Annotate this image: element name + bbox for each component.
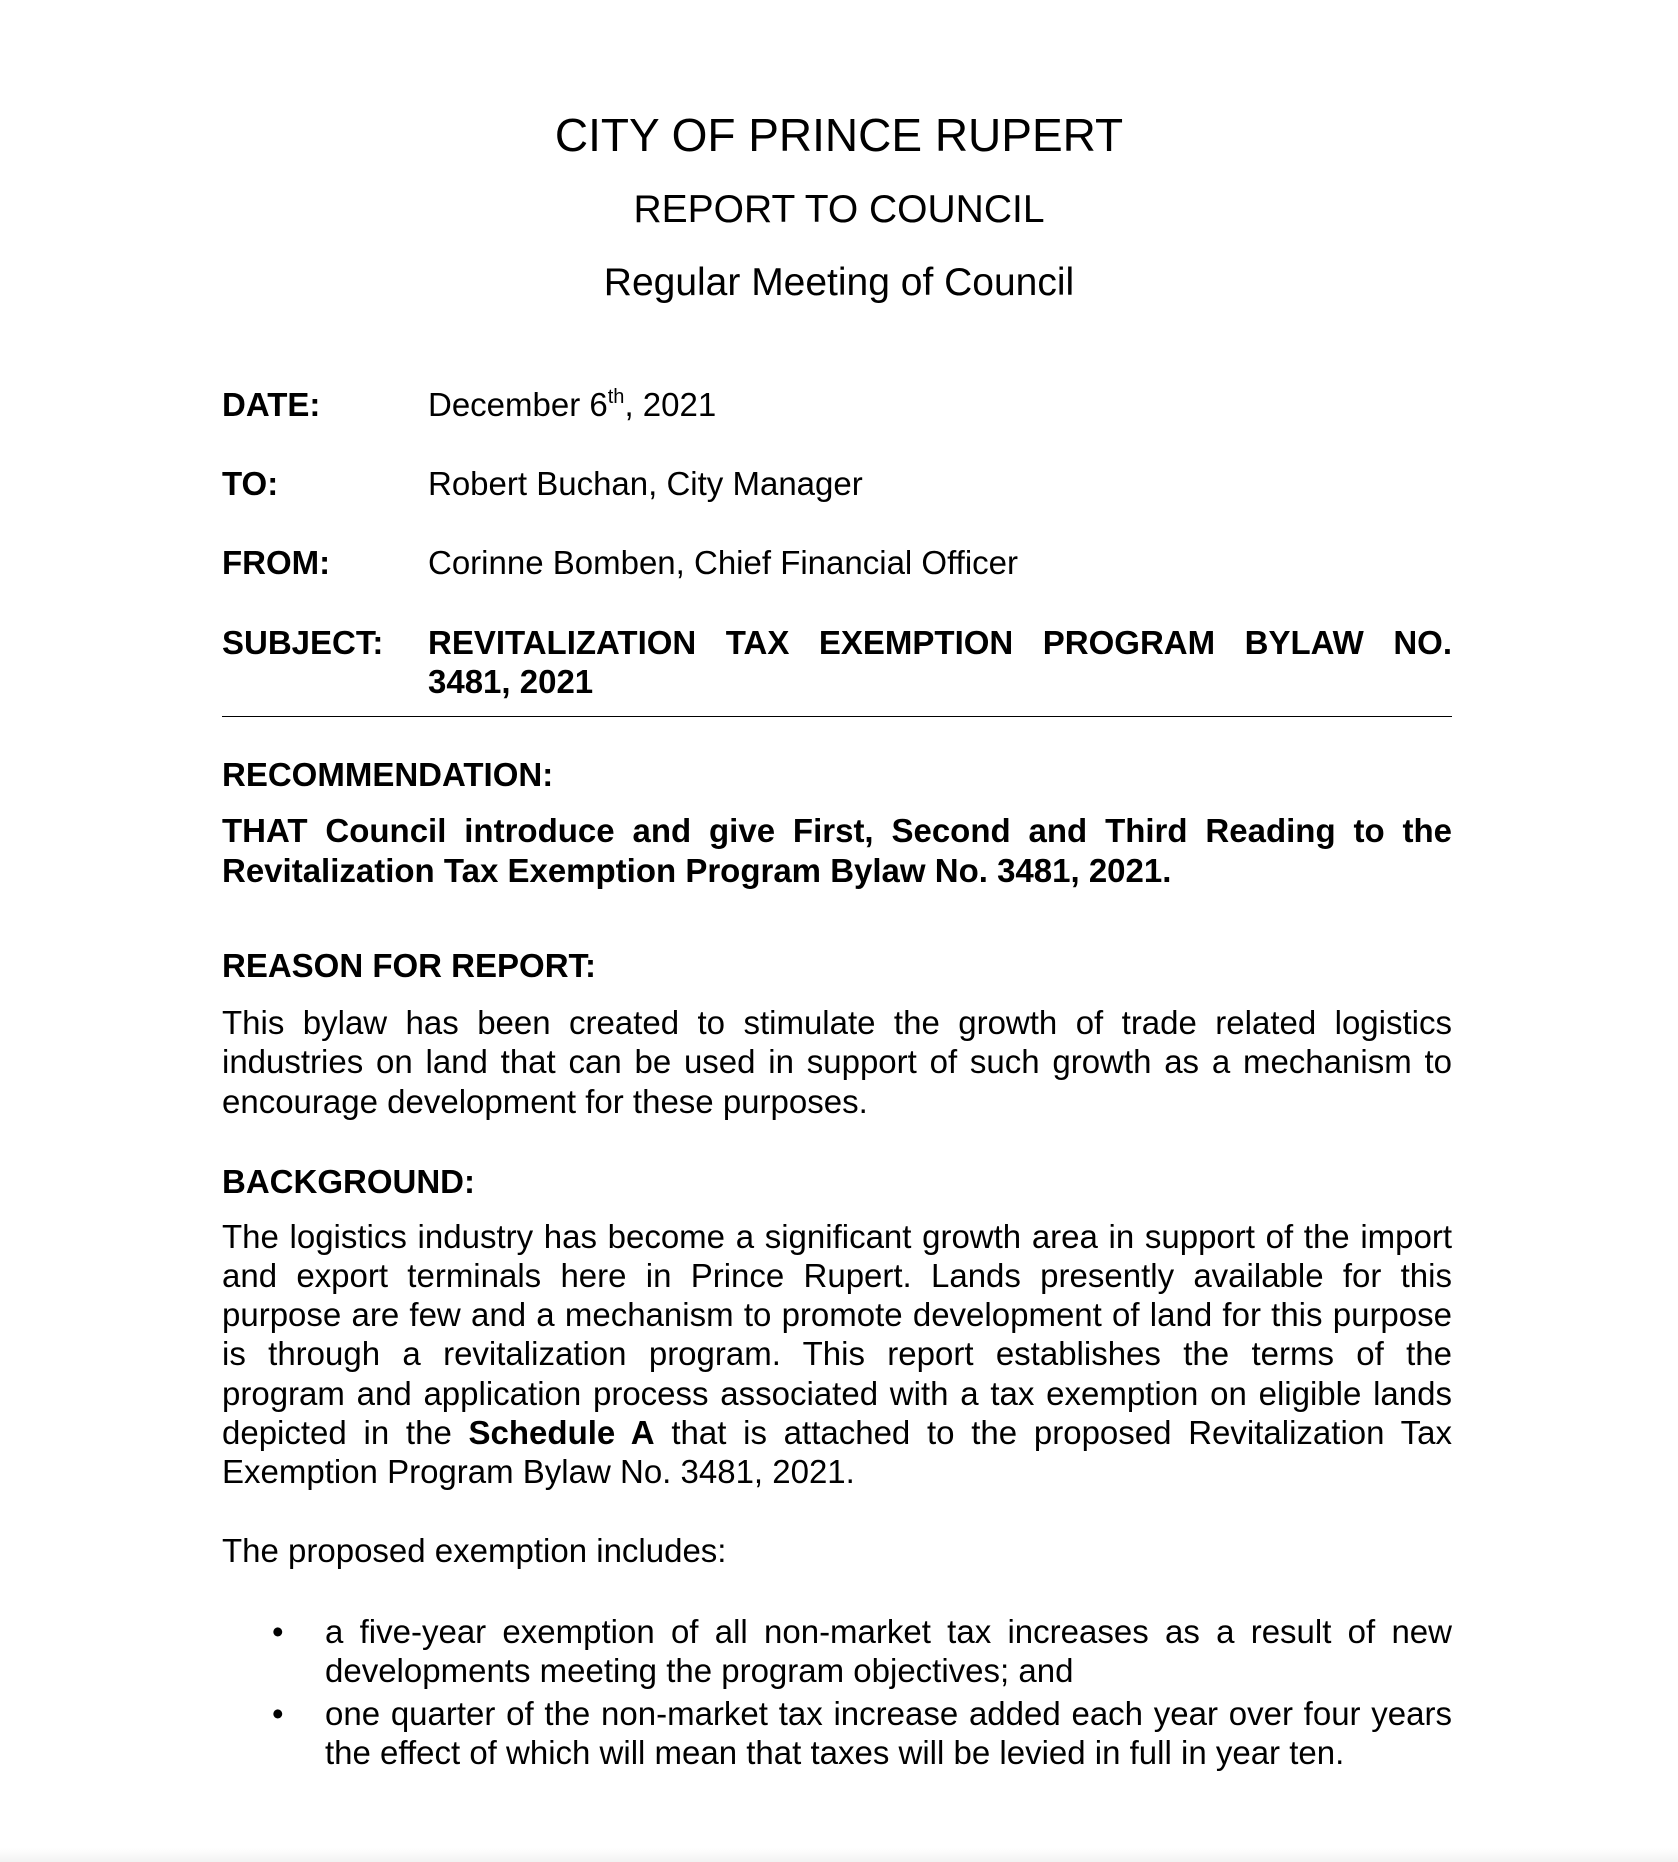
subject-value-line-1: REVITALIZATION TAX EXEMPTION PROGRAM BYLAW NO. <box>428 624 1452 661</box>
recommendation-line: THAT Council introduce and give First, Second and Third Reading to the <box>222 812 1452 849</box>
date-prefix: December 6 <box>428 386 608 423</box>
background-line-6-suffix: that is attached to the proposed Revitalization Tax <box>654 1414 1452 1451</box>
bullet-item-line: the effect of which will mean that taxes will be levied in full in year ten. <box>325 1734 1345 1771</box>
exemption-intro: The proposed exemption includes: <box>222 1532 727 1569</box>
subject-value-line-2: 3481, 2021 <box>428 663 594 700</box>
bullet-item-line: a five-year exemption of all non-market tax increases as a result of new <box>325 1613 1452 1650</box>
bullet-icon: • <box>272 1695 284 1732</box>
recommendation-heading: RECOMMENDATION: <box>222 756 554 793</box>
subject-label: SUBJECT: <box>222 624 384 661</box>
horizontal-divider <box>222 716 1452 717</box>
bullet-item-line: one quarter of the non-market tax increase added each year over four years <box>325 1695 1452 1732</box>
from-label: FROM: <box>222 544 331 581</box>
reason-line: industries on land that can be used in support of such growth as a mechanism to <box>222 1043 1452 1080</box>
date-label: DATE: <box>222 386 321 423</box>
bullet-icon: • <box>272 1613 284 1650</box>
background-line: Exemption Program Bylaw No. 3481, 2021. <box>222 1453 855 1490</box>
from-value: Corinne Bomben, Chief Financial Officer <box>428 544 1019 581</box>
date-value <box>428 385 716 425</box>
city-title: CITY OF PRINCE RUPERT <box>554 109 1124 161</box>
meeting-title: Regular Meeting of Council <box>603 261 1075 304</box>
to-label: TO: <box>222 465 279 502</box>
background-line: The logistics industry has become a significant growth area in support of the import <box>222 1218 1452 1255</box>
date-suffix: , 2021 <box>624 386 717 423</box>
reason-line: This bylaw has been created to stimulate the growth of trade related logistics <box>222 1004 1452 1041</box>
schedule-a-reference: Schedule A <box>468 1414 655 1451</box>
background-line: program and application process associated with a tax exemption on eligible lands <box>222 1375 1452 1412</box>
page-bottom-edge <box>0 1848 1678 1862</box>
date-superscript: th <box>607 386 625 408</box>
background-line-6-prefix: depicted in the <box>222 1414 469 1451</box>
reason-heading: REASON FOR REPORT: <box>222 947 597 984</box>
recommendation-line: Revitalization Tax Exemption Program Bylaw No. 3481, 2021. <box>222 852 1172 889</box>
to-value: Robert Buchan, City Manager <box>428 465 863 502</box>
report-type-title: REPORT TO COUNCIL <box>633 188 1045 231</box>
background-line: and export terminals here in Prince Rupert. Lands presently available for this <box>222 1257 1452 1294</box>
background-line: is through a revitalization program. This report establishes the terms of the <box>222 1335 1452 1372</box>
background-heading: BACKGROUND: <box>222 1163 475 1200</box>
bullet-item-line: developments meeting the program objectives; and <box>325 1652 1074 1689</box>
background-line-schedule <box>222 1413 1452 1453</box>
reason-line: encourage development for these purposes. <box>222 1083 868 1120</box>
background-line: purpose are few and a mechanism to promote development of land for this purpose <box>222 1296 1452 1333</box>
